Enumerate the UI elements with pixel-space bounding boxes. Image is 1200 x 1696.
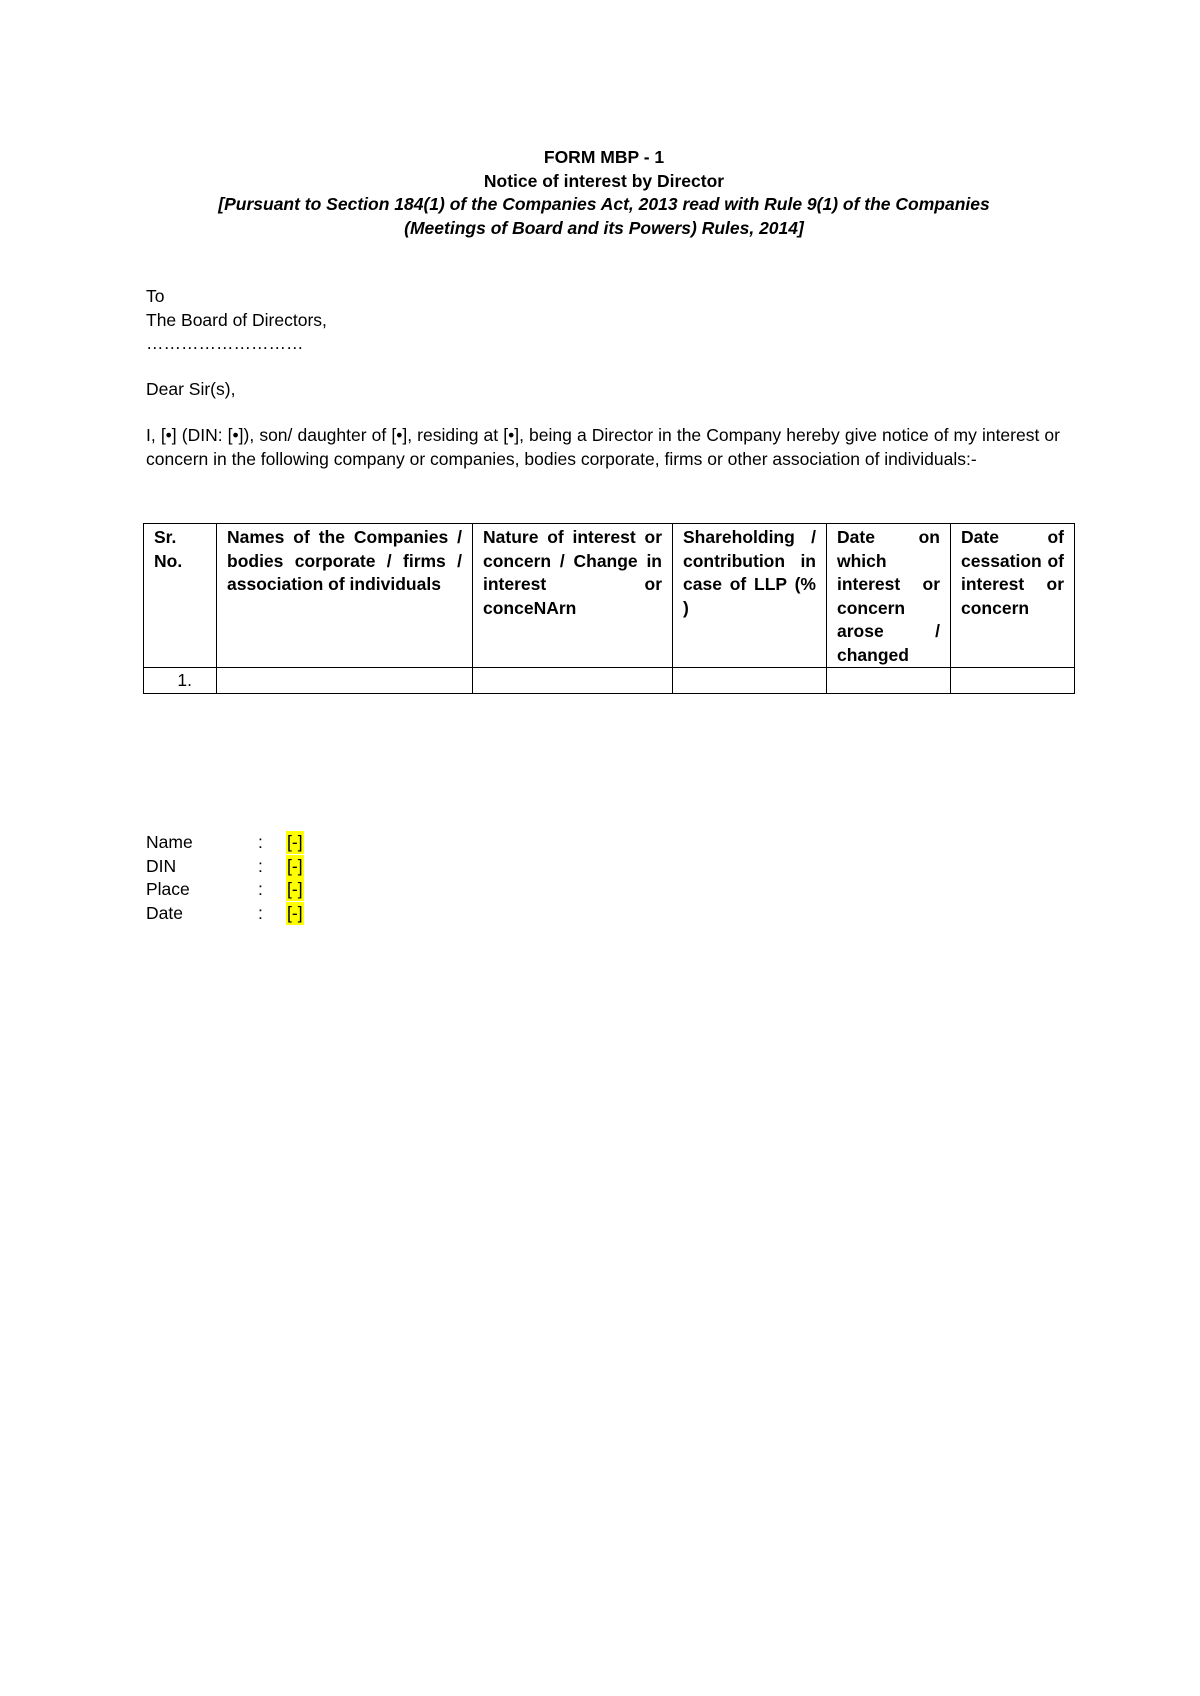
din-colon: : xyxy=(258,855,263,876)
date-label: Date xyxy=(146,902,183,923)
din-label: DIN xyxy=(146,855,177,876)
header-date-arose: Date on which interest or concern arose / changed xyxy=(827,524,951,668)
interest-table xyxy=(143,523,1075,694)
notice-body-paragraph: I, [•] (DIN: [•]), son/ daughter of [•], residing at [•], being a Director in the Company hereby give notice of my interest or concern in the following company or companies, bodies corporate, firms or other association of individuals:- xyxy=(146,425,1060,469)
table-header-row xyxy=(144,524,1075,668)
header-date-cessation: Date of cessation of interest or concern xyxy=(951,524,1075,668)
table-cell-shareholding xyxy=(673,668,827,694)
salutation: Dear Sir(s), xyxy=(146,379,236,399)
header-sr-no: Sr. No. xyxy=(144,524,217,668)
date-colon: : xyxy=(258,902,263,923)
date-value: [-] xyxy=(287,902,303,923)
pursuant-line-2: (Meetings of Board and its Powers) Rules, 2014] xyxy=(404,217,804,238)
header-nature-of-interest: Nature of interest or concern / Change in interest or conceNArn xyxy=(473,524,673,668)
form-header xyxy=(140,146,1068,240)
form-title: FORM MBP - 1 xyxy=(543,147,665,167)
header-shareholding: Shareholding / contribution in case of LLP (% ) xyxy=(673,524,827,668)
name-colon: : xyxy=(258,832,263,852)
table-cell-date-cessation xyxy=(951,668,1075,694)
table-cell-sr-no: 1. xyxy=(144,668,217,694)
din-value: [-] xyxy=(287,855,303,876)
addressee-board: The Board of Directors, xyxy=(146,309,327,330)
name-value: [-] xyxy=(287,832,303,852)
place-colon: : xyxy=(258,879,263,899)
header-company-names: Names of the Companies / bodies corporate / firms / association of individuals xyxy=(217,524,473,668)
signature-block xyxy=(146,831,304,925)
signature-row-place xyxy=(146,878,304,902)
form-subtitle: Notice of interest by Director xyxy=(483,170,725,191)
pursuant-line-1: [Pursuant to Section 184(1) of the Companies Act, 2013 read with Rule 9(1) of the Companies xyxy=(218,194,990,214)
addressee-placeholder-dots: ……………………… xyxy=(146,333,304,353)
signature-row-name xyxy=(146,831,304,855)
place-value: [-] xyxy=(287,879,303,899)
signature-row-din xyxy=(146,855,304,879)
signature-row-date xyxy=(146,902,304,926)
table-cell-nature-of-interest xyxy=(473,668,673,694)
table-row xyxy=(144,668,1075,694)
table-cell-company-names xyxy=(217,668,473,694)
name-label: Name xyxy=(146,832,193,852)
addressee-block xyxy=(146,285,327,356)
addressee-to: To xyxy=(146,286,165,306)
table-cell-date-arose xyxy=(827,668,951,694)
place-label: Place xyxy=(146,879,190,899)
